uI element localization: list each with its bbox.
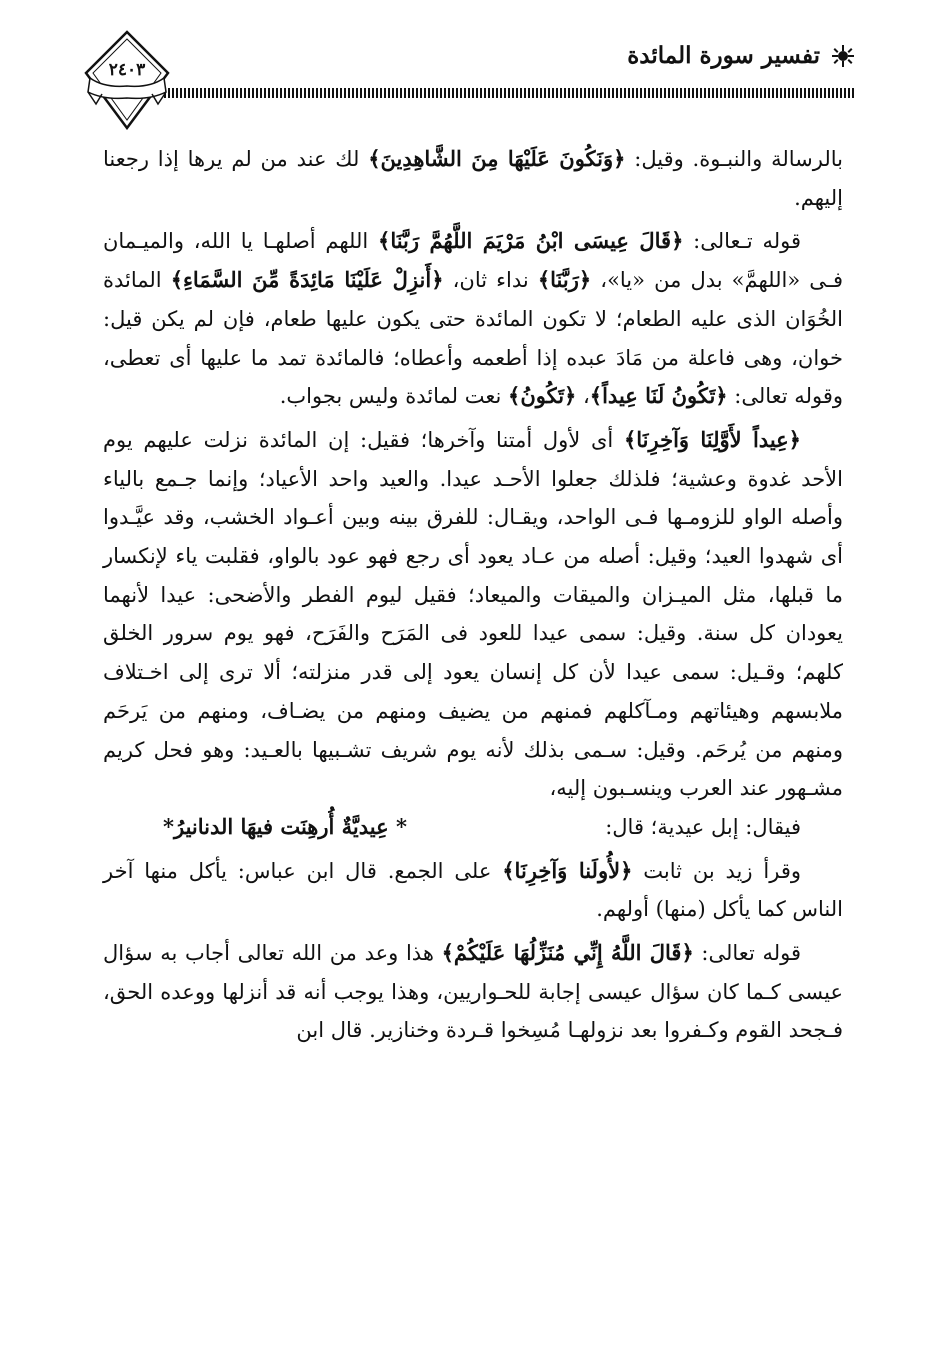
paragraph-text: نداء ثان، xyxy=(443,268,538,293)
quran-quote: ﴿رَبَّنَا﴾ xyxy=(537,267,592,293)
paragraph-text: قوله تعالى: xyxy=(693,941,802,966)
paragraph-text: لك عند من لم يرها إذا رجعنا إليهم. xyxy=(103,147,843,210)
body-text xyxy=(103,140,843,1055)
paragraph-text: بالرسالة والنبـوة. وقيل: xyxy=(625,147,843,171)
paragraph-text: قوله تـعالى: xyxy=(683,229,801,254)
paragraph xyxy=(103,934,843,1050)
paragraph xyxy=(103,852,843,929)
running-title xyxy=(627,42,854,69)
quran-quote: ﴿قَالَ عِيسَى ابْنُ مَرْيَمَ اللَّهُمَّ رَبَّنَا﴾ xyxy=(378,228,684,254)
page-number: ٢٤٠٣ xyxy=(108,60,146,80)
paragraph-text: وقرأ زيد بن ثابت xyxy=(632,858,801,883)
citation-lead: فيقال: إبل عيدية؛ قال: xyxy=(605,814,801,839)
poetry-citation-line xyxy=(103,808,843,847)
quran-quote: ﴿أَنزِلْ عَلَيْنَا مَائِدَةً مِّنَ السَّمَاءِ﴾ xyxy=(170,267,444,293)
running-title-text: تفسير سورة المائدة xyxy=(627,42,820,69)
paragraph-text: نعت لمائدة وليس بجواب. xyxy=(279,384,509,409)
paragraph-text: أى لأول أمتنا وآخرها؛ فقيل: إن المائدة نزلت عليهم يوم الأحد غدوة وعشية؛ فلذلك جعلوا الأحـد عيدا. والعيد واحد الأعياد؛ وإنما جـمع بالياء وأصله الواو للزومـها فـى الواحد، ويقـال: للفرق بينه وبين أعـواد الخشب، وقد عيَّـدوا أى شهدوا العيد؛ وقيل: أصله من عـاد يعود أى رجع فهو عود بالواو، فقلبت ياء لإنكسار ما قبلها، مثل الميـزان والميقات والميعاد؛ فقيل ليوم الفطر والأضحى: عيدا لأنهما يعودان كل سنة. وقيل: سمى عيدا للعود فى المَرَح والفَرَح، فهو يوم سرور الخلق كلهم؛ وقـيل: سمى عيدا لأن كل إنسان يعود إلى قدر منزلته؛ ألا ترى إلى اخـتلاف ملابسهم وهيئاتهم ومـآكلهم فمنهم من يضيف ومنهم من يضـاف، ومنهم من يَرحَم ومنهم من يُرحَم. وقيل: سـمى بذلك لأنه يوم شريف تشـبيها بالعـيد: وهو فحل كريم مشـهور عند العرب وينسـبون إليه، xyxy=(103,427,843,801)
paragraph-text: المائدة الخُوَان الذى عليه الطعام؛ لا تكون المائدة حتى يكون عليها طعام، فإن لم يكن قيل: خوان، وهى فاعلة من مَادَ عبده إذا أطعمه وأعطاه؛ فالمائدة تمد ما عليها أى تعطى، وقوله تعالى: xyxy=(103,268,843,409)
paragraph-text: على الجمع. قال ابن عباس: يأكل منها آخر الناس كما يأكل (منها) أولهم. xyxy=(103,858,843,922)
paragraph-text: ، xyxy=(576,384,590,409)
quran-quote: ﴿وَنَكُونَ عَلَيْهَا مِنَ الشَّاهِدِينَ﴾ xyxy=(368,146,626,171)
paragraph xyxy=(103,421,843,847)
paragraph xyxy=(103,140,843,217)
paragraph xyxy=(103,222,843,416)
paragraph-text: اللهم أصلهـا يا الله، والميـمان فـى «اللهمَّ» بدل من «يا»، xyxy=(103,229,843,293)
paragraph-text: هذا وعد من الله تعالى أجاب به سؤال عيسى كـما كان سؤال عيسى إجابة للحـواريين، وهذا يوجب أنه قد أنزلها ووعده الحق، فـجحد القوم وكـفروا بعد نزولهـا مُسِخوا قـردة وخنازير. قال ابن xyxy=(103,941,843,1043)
flower-ornament-icon xyxy=(832,45,854,67)
header-rule xyxy=(164,88,854,98)
quran-quote: ﴿قَالَ اللَّهُ إِنِّي مُنَزِّلُهَا عَلَيْكُمْ﴾ xyxy=(441,940,694,966)
page-header xyxy=(84,30,854,130)
quran-quote: ﴿لأُولَنا وَآخِرِنَا﴾ xyxy=(502,857,633,883)
quran-quote: ﴿عِيداً لأَوَّلِنَا وَآخِرِنَا﴾ xyxy=(623,426,801,452)
poetry-verse: * عِيديَّةٌ أُرهِنَت فيهَا الدنانيرُ* xyxy=(163,813,407,839)
quran-quote: ﴿تَكُونُ لَنَا عِيداً﴾ xyxy=(589,383,728,409)
quran-quote: ﴿تَكُونُ﴾ xyxy=(508,383,577,409)
page-number-badge xyxy=(84,30,170,130)
